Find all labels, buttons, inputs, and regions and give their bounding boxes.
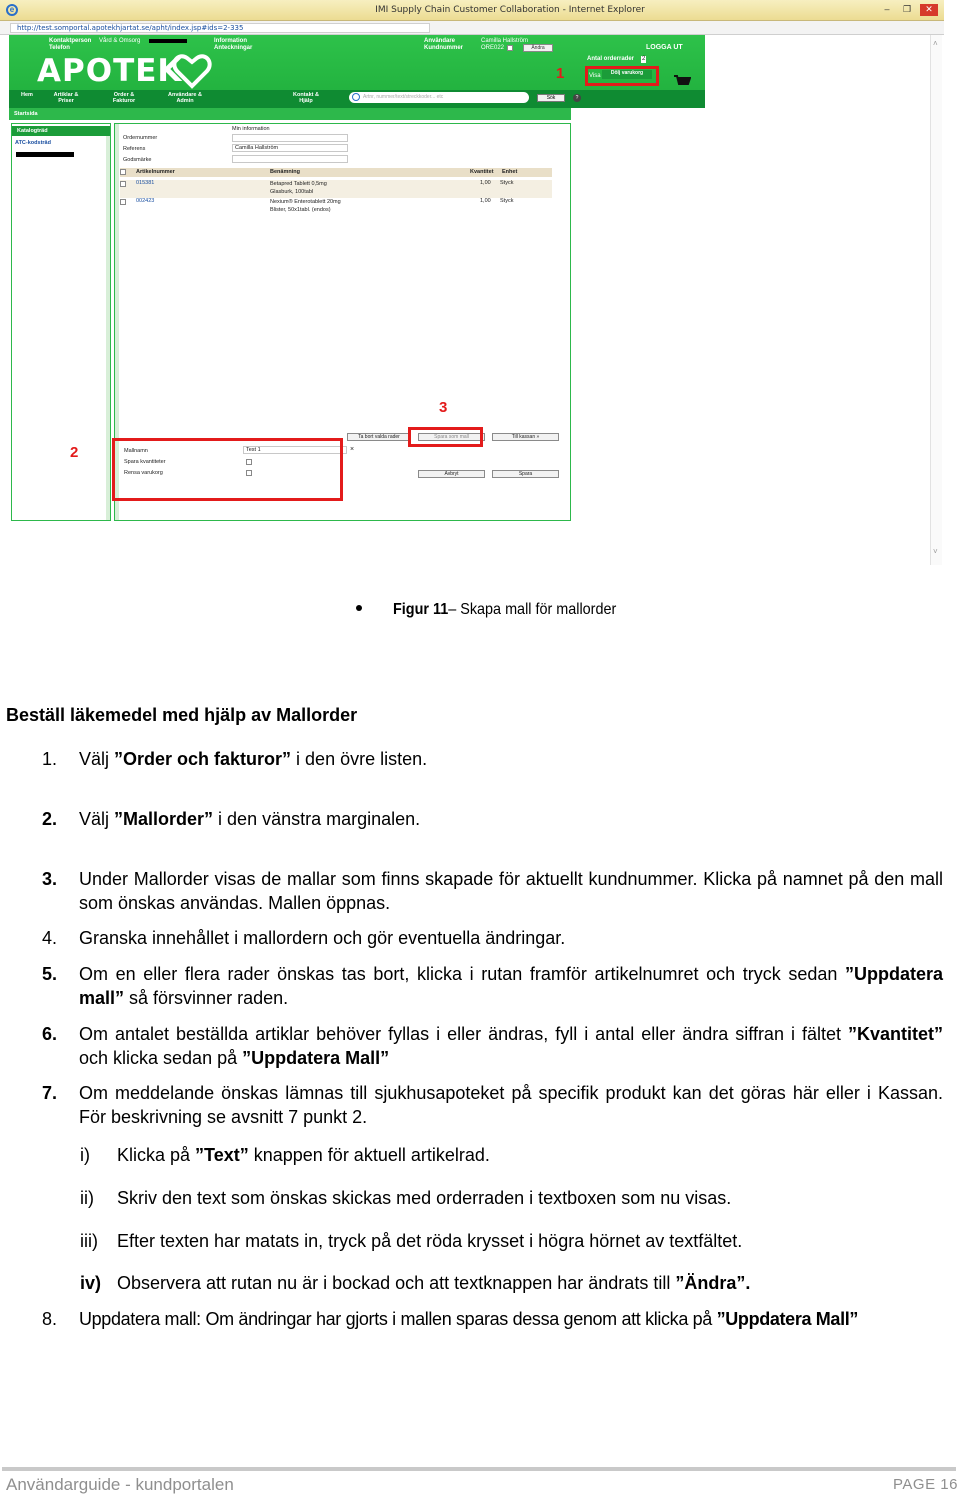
marker-1: 1 xyxy=(556,65,565,82)
table-header xyxy=(120,168,552,177)
nav-artiklar-priser[interactable]: Artiklar & Priser xyxy=(53,92,79,104)
ta-bort-button[interactable]: Ta bort valda rader xyxy=(347,433,411,441)
page-number: PAGE 16 xyxy=(893,1476,958,1493)
telefon-label: Telefon xyxy=(49,45,70,51)
rensa-varukorg-label: Rensa varukorg xyxy=(124,470,163,476)
item-text: Om meddelande önskas lämnas till sjukhusapoteket på specifik produkt kan det göras här eller i Kassan. För beskrivning se avsnitt 7 punkt 2. xyxy=(79,1083,943,1127)
mallnamn-label: Mallnamn xyxy=(124,448,148,454)
redacted-bar xyxy=(149,39,187,43)
ordernummer-field[interactable] xyxy=(232,134,348,142)
artikelnummer-link[interactable]: 015381 xyxy=(136,180,155,186)
item-emphasis: ”Text” xyxy=(195,1145,249,1165)
item-text: Välj xyxy=(79,809,115,829)
footer-title: Användarguide - kundportalen xyxy=(6,1475,234,1494)
spara-kvantiteter-label: Spara kvantiteter xyxy=(124,459,166,465)
nav-hem[interactable]: Hem xyxy=(21,92,33,98)
browser-title: IMI Supply Chain Customer Collaboration - Internet Explorer xyxy=(375,5,645,15)
bullet-icon xyxy=(356,605,362,611)
sidebar-item-atc[interactable]: ATC-kodsträd xyxy=(15,140,51,146)
item-text: Välj xyxy=(79,749,115,769)
visa-label: Visa xyxy=(589,73,601,79)
close-button[interactable]: ✕ xyxy=(920,4,938,16)
minimize-button[interactable]: – xyxy=(884,4,890,14)
highlight-box-1 xyxy=(585,66,659,86)
dolj-varukorg-button[interactable]: Dölj varukorg xyxy=(602,70,652,79)
antal-orderrader-value: 2 xyxy=(642,56,646,62)
nav-anvandare-admin[interactable]: Användare & Admin xyxy=(168,92,202,104)
benamning-line2: Blister, 50x1tabl. (endos) xyxy=(270,207,331,213)
min-information-label: Min information xyxy=(232,126,270,132)
kontaktperson-label: Kontaktperson xyxy=(49,38,92,44)
marker-2: 2 xyxy=(70,444,79,461)
internet-explorer-icon: e xyxy=(6,4,18,16)
highlight-box-3 xyxy=(408,427,483,447)
item-emphasis: ”Uppdatera mall” xyxy=(79,964,943,1008)
anvandare-label: Användare xyxy=(424,38,456,44)
catalog-sidebar xyxy=(11,123,111,521)
andra-button[interactable]: Ändra xyxy=(523,44,553,52)
item-number: 3. xyxy=(42,869,58,889)
search-placeholder: Artnr, nummer/text/streckkoder... etc xyxy=(363,94,444,100)
spara-som-mall-button[interactable]: Spara som mall xyxy=(418,433,485,441)
item-emphasis: ”Ändra”. xyxy=(675,1273,751,1293)
item-text: Observera att rutan nu är i bockad och att textknappen har ändrats till xyxy=(117,1273,676,1293)
kundnummer-label: Kundnummer xyxy=(424,45,463,51)
kvantitet-value[interactable]: 1,00 xyxy=(480,198,491,204)
item-text: Uppdatera mall: Om ändringar har gjorts i mallen sparas dessa genom att klicka på xyxy=(79,1309,717,1329)
godsmarke-label: Godsmärke xyxy=(123,157,152,163)
item-number: 7. xyxy=(42,1083,58,1103)
portal-screenshot xyxy=(0,0,960,575)
table-row xyxy=(120,198,552,216)
spara-button[interactable]: Spara xyxy=(492,470,559,478)
select-all-checkbox[interactable] xyxy=(120,169,126,175)
item-emphasis: ”Mallorder” xyxy=(114,809,214,829)
scroll-down-icon[interactable]: ˅ xyxy=(933,547,938,556)
logout-link[interactable]: LOGGA UT xyxy=(646,44,683,51)
clear-mallnamn-icon[interactable]: × xyxy=(350,446,355,453)
kundnummer-checkbox[interactable] xyxy=(507,45,513,51)
sub-item-number: iii) xyxy=(80,1231,98,1251)
item-text: så försvinner raden. xyxy=(124,988,289,1008)
anteckningar-label[interactable]: Anteckningar xyxy=(214,45,253,51)
item-number: 4. xyxy=(42,928,58,948)
benamning-line1: Nexium® Enterotablett 20mg xyxy=(270,199,341,205)
item-text: och klicka sedan på xyxy=(79,1048,243,1068)
row-checkbox[interactable] xyxy=(120,199,126,205)
sub-item-number: iv) xyxy=(80,1273,102,1293)
item-emphasis: ”Kvantitet” xyxy=(847,1024,943,1044)
item-number: 8. xyxy=(42,1309,58,1329)
highlight-box-2 xyxy=(112,438,343,501)
benamning-line1: Betapred Tablett 0,5mg xyxy=(270,181,327,187)
sidebar-header xyxy=(12,126,110,136)
startsida-bar xyxy=(9,108,571,120)
url-field[interactable]: http://test.somportal.apotekhjartat.se/apht/index.jsp#ids=2-335 xyxy=(10,23,430,33)
item-text: i den vänstra marginalen. xyxy=(213,809,421,829)
table-row xyxy=(120,180,552,198)
col-benamning: Benämning xyxy=(270,169,300,175)
information-label[interactable]: Information xyxy=(214,38,247,44)
antal-orderrader-label: Antal orderrader xyxy=(587,56,635,62)
item-text: i den övre listen. xyxy=(291,749,428,769)
item-text: Om en eller flera rader önskas tas bort, klicka i rutan framför artikelnumret och tryck sedan xyxy=(79,964,845,984)
scroll-up-icon[interactable]: ˄ xyxy=(933,39,938,48)
nav-order-fakturor[interactable]: Order & Fakturor xyxy=(112,92,136,104)
col-kvantitet: Kvantitet xyxy=(470,169,494,175)
item-emphasis: ”Uppdatera Mall” xyxy=(716,1309,859,1329)
address-bar xyxy=(0,21,944,35)
item-number: 6. xyxy=(42,1024,58,1044)
benamning-line2: Glasburk, 100tabl xyxy=(270,189,314,195)
startsida-link[interactable]: Startsida xyxy=(14,111,38,117)
item-text: Om antalet beställda artiklar behöver fyllas i eller ändras, fyll i antal eller ändra siffran i fältet xyxy=(79,1024,848,1044)
search-icon xyxy=(352,93,360,101)
marker-3: 3 xyxy=(439,399,448,416)
item-number: 5. xyxy=(42,964,58,984)
avbryt-button[interactable]: Avbryt xyxy=(418,470,485,478)
sub-item-number: i) xyxy=(80,1145,90,1165)
anvandare-value: Camilla Hallström xyxy=(481,38,529,44)
apotek-logo: APOTEK xyxy=(37,53,183,89)
browser-scrollbar[interactable] xyxy=(930,35,942,565)
ordernummer-label: Ordernummer xyxy=(123,135,158,141)
caption-label: Figur 11 xyxy=(393,601,449,618)
heart-logo-icon xyxy=(172,53,212,89)
sub-item-number: ii) xyxy=(80,1188,94,1208)
item-text: Under Mallorder visas de mallar som finns skapade för aktuellt kundnummer. Klicka på namnet på den mall som önskas användas. Mallen öppnas. xyxy=(79,869,943,913)
referens-field[interactable]: Camilla Hallström xyxy=(232,144,348,152)
enhet-value: Styck xyxy=(500,180,514,186)
kvantitet-value[interactable]: 1,00 xyxy=(480,180,491,186)
search-button[interactable]: Sök xyxy=(537,94,565,102)
nav-kontakt-hjalp[interactable]: Kontakt & Hjälp xyxy=(293,92,319,104)
help-icon[interactable]: ? xyxy=(573,94,581,102)
item-text: Skriv den text som önskas skickas med orderraden i textboxen som nu visas. xyxy=(117,1188,732,1208)
item-text: Granska innehållet i mallordern och gör eventuella ändringar. xyxy=(79,928,566,948)
mallnamn-field[interactable]: Test 1 xyxy=(243,446,347,454)
referens-label: Referens xyxy=(123,146,146,152)
col-artikelnummer: Artikelnummer xyxy=(136,169,175,175)
section-heading: Beställ läkemedel med hjälp av Mallorder xyxy=(6,705,358,725)
footer-divider xyxy=(2,1467,956,1471)
row-checkbox[interactable] xyxy=(120,181,126,187)
cart-icon[interactable] xyxy=(673,75,691,87)
item-emphasis: ”Order och fakturor” xyxy=(114,749,292,769)
caption-text: – Skapa mall för mallorder xyxy=(448,601,617,618)
redacted-bar xyxy=(16,152,74,157)
search-input[interactable] xyxy=(349,92,529,103)
artikelnummer-link[interactable]: 002423 xyxy=(136,198,155,204)
browser-titlebar xyxy=(0,0,944,21)
enhet-value: Styck xyxy=(500,198,514,204)
kundnummer-value: ORE022 xyxy=(481,45,505,51)
item-text: Efter texten har matats in, tryck på det röda krysset i högra hörnet av textfältet. xyxy=(117,1231,743,1251)
kontaktperson-value: Vård & Omsorg xyxy=(99,38,141,44)
item-emphasis: ”Uppdatera Mall” xyxy=(242,1048,390,1068)
maximize-button[interactable]: ❐ xyxy=(902,4,912,14)
sidebar-scrollbar[interactable] xyxy=(106,136,110,520)
col-enhet: Enhet xyxy=(502,169,518,175)
item-number: 2. xyxy=(42,809,58,829)
sidebar-header-label: Katalogträd xyxy=(17,128,48,134)
till-kassan-button[interactable]: Till kassan » xyxy=(492,433,559,441)
godsmarke-field[interactable] xyxy=(232,155,348,163)
item-text: Klicka på xyxy=(117,1145,196,1165)
item-number: 1. xyxy=(42,749,58,769)
item-text: knappen för aktuell artikelrad. xyxy=(248,1145,490,1165)
